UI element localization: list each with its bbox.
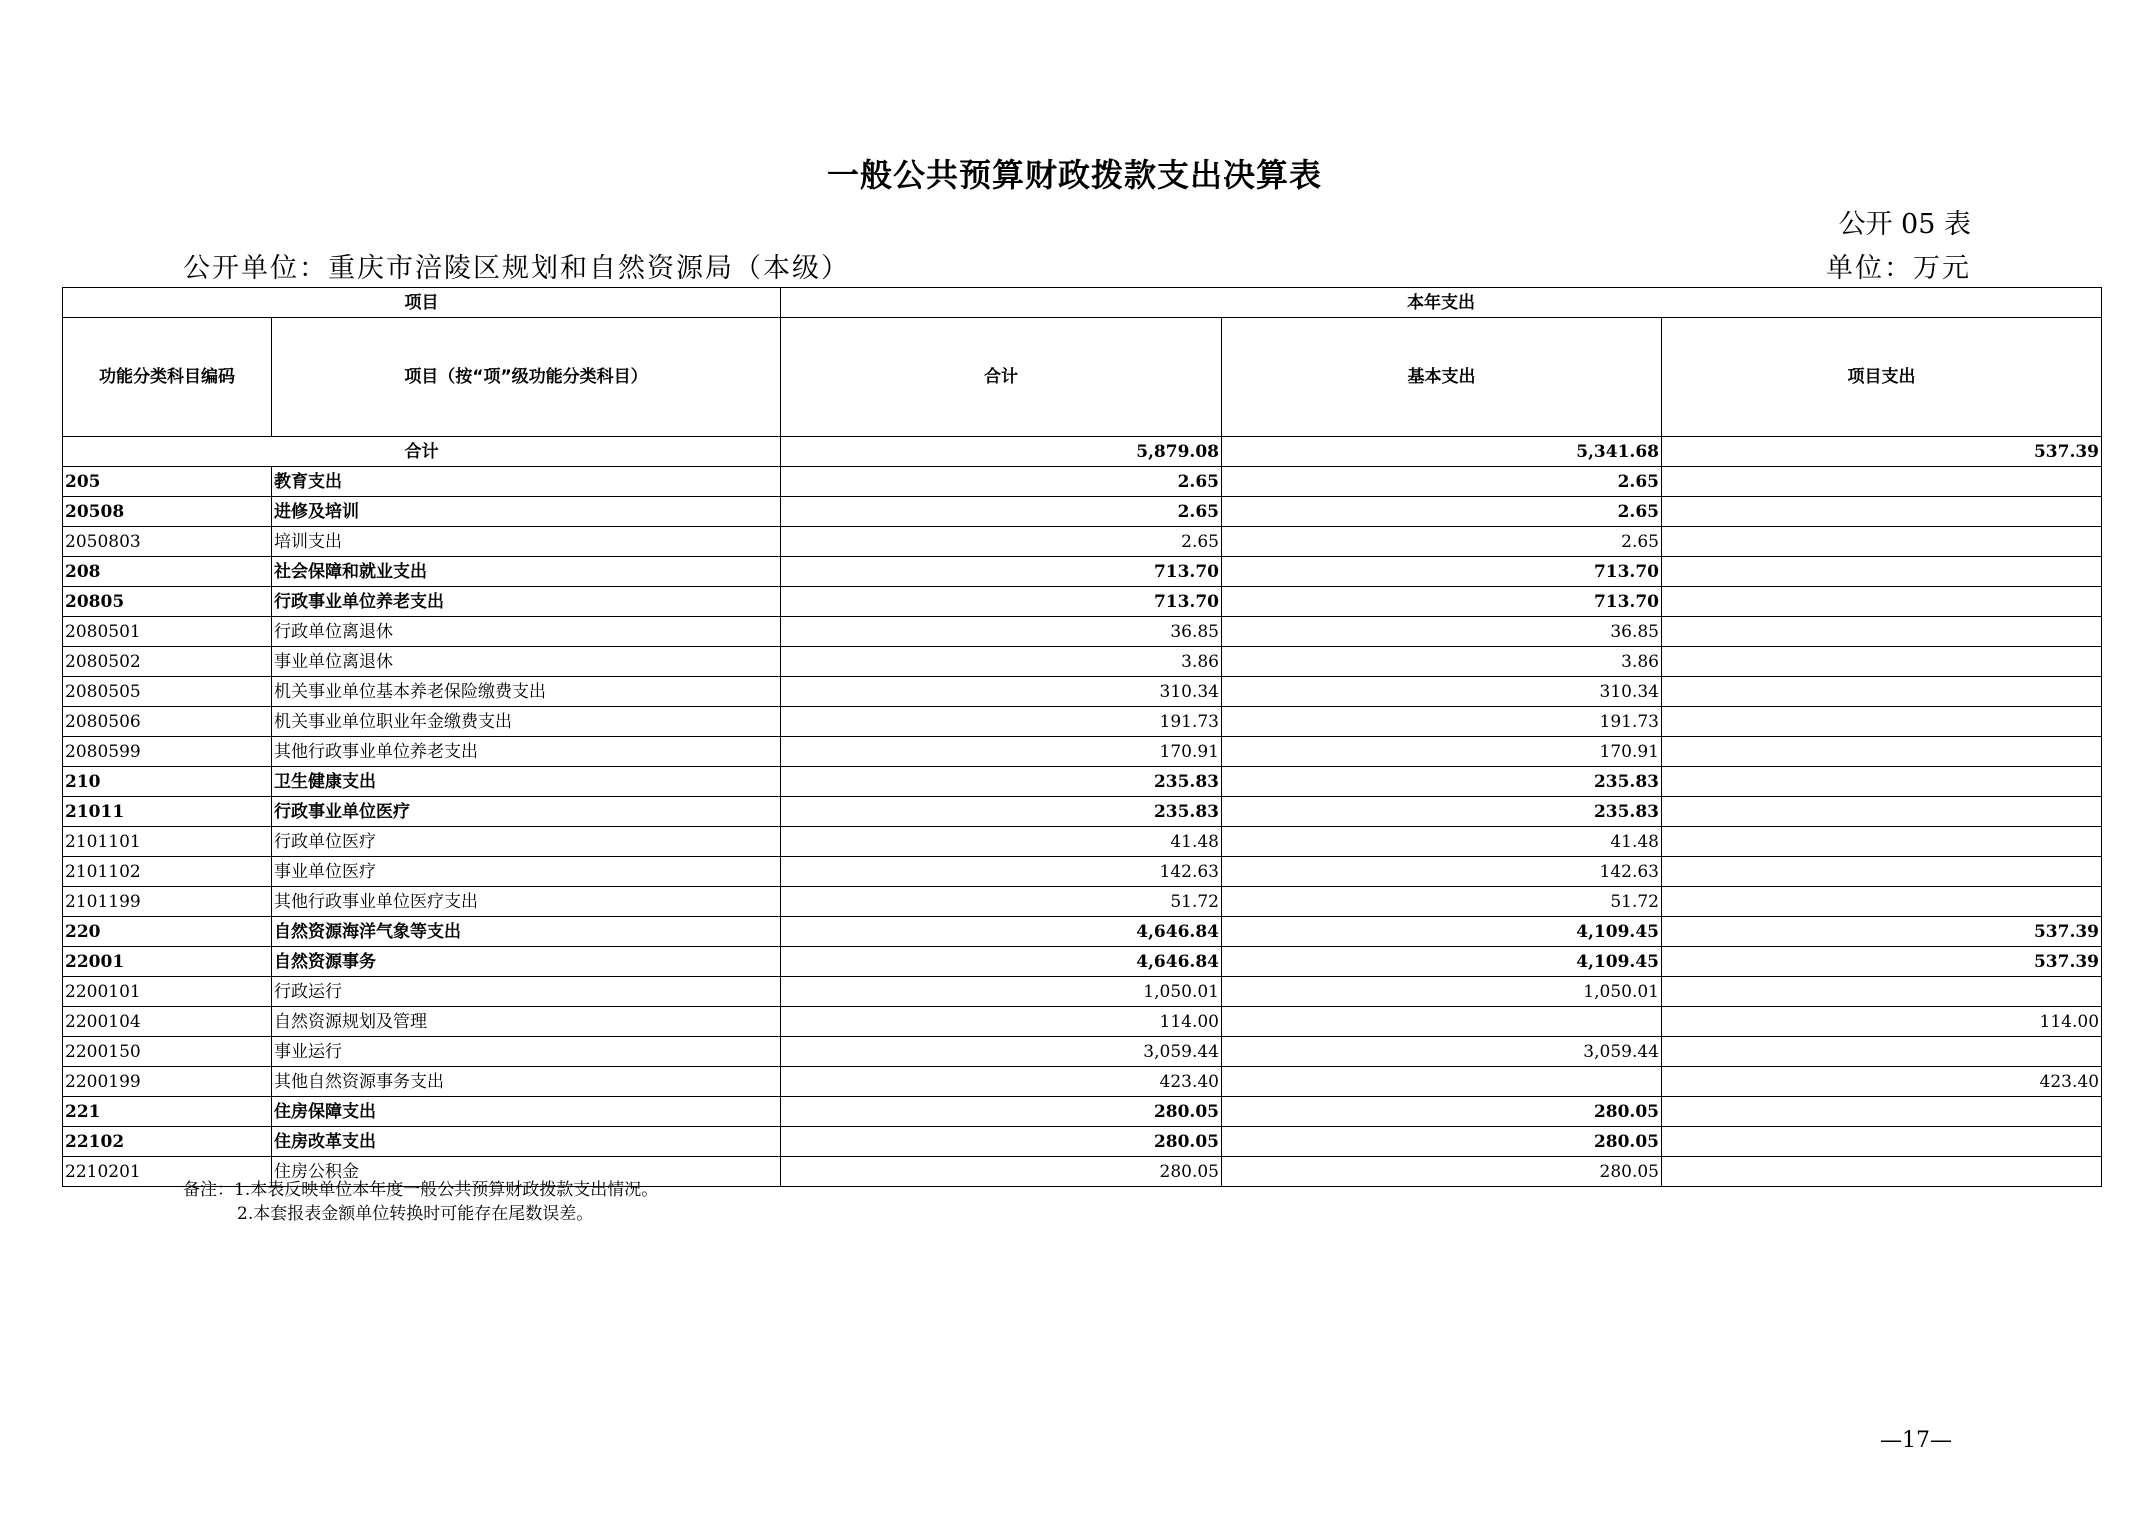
table-row [63, 737, 2102, 767]
total-row [63, 437, 2102, 467]
cell-project [1662, 887, 2102, 917]
cell-name: 住房保障支出 [272, 1097, 781, 1127]
cell-code: 22102 [63, 1127, 272, 1157]
cell-total: 170.91 [781, 737, 1222, 767]
cell-total: 2.65 [781, 467, 1222, 497]
cell-code: 220 [63, 917, 272, 947]
cell-name: 卫生健康支出 [272, 767, 781, 797]
cell-project: 537.39 [1662, 947, 2102, 977]
cell-total: 713.70 [781, 587, 1222, 617]
table-row [63, 977, 2102, 1007]
cell-project: 423.40 [1662, 1067, 2102, 1097]
cell-code: 2080505 [63, 677, 272, 707]
cell-basic: 4,109.45 [1222, 917, 1662, 947]
cell-total: 3.86 [781, 647, 1222, 677]
cell-code: 221 [63, 1097, 272, 1127]
cell-project [1662, 827, 2102, 857]
cell-project [1662, 977, 2102, 1007]
cell-project [1662, 1157, 2102, 1187]
cell-project [1662, 647, 2102, 677]
cell-code: 2200101 [63, 977, 272, 1007]
header-current-year: 本年支出 [781, 288, 2102, 318]
cell-total: 280.05 [781, 1157, 1222, 1187]
cell-basic: 51.72 [1222, 887, 1662, 917]
cell-basic: 170.91 [1222, 737, 1662, 767]
cell-total: 423.40 [781, 1067, 1222, 1097]
cell-basic [1222, 1007, 1662, 1037]
cell-code: 2101199 [63, 887, 272, 917]
cell-basic: 41.48 [1222, 827, 1662, 857]
cell-name: 机关事业单位基本养老保险缴费支出 [272, 677, 781, 707]
table-row [63, 857, 2102, 887]
table-row [63, 557, 2102, 587]
cell-code: 20805 [63, 587, 272, 617]
cell-total: 280.05 [781, 1127, 1222, 1157]
cell-project [1662, 737, 2102, 767]
cell-basic: 142.63 [1222, 857, 1662, 887]
cell-total: 4,646.84 [781, 917, 1222, 947]
cell-total: 310.34 [781, 677, 1222, 707]
note-1: 备注：1.本表反映单位本年度一般公共预算财政拨款支出情况。 [183, 1180, 659, 1200]
cell-code: 2200199 [63, 1067, 272, 1097]
form-number: 公开 05 表 [1838, 209, 1971, 240]
cell-basic: 280.05 [1222, 1097, 1662, 1127]
cell-basic: 4,109.45 [1222, 947, 1662, 977]
cell-name: 事业单位医疗 [272, 857, 781, 887]
cell-total: 1,050.01 [781, 977, 1222, 1007]
header-code: 功能分类科目编码 [63, 318, 272, 437]
total-label: 合计 [63, 437, 781, 467]
cell-code: 2210201 [63, 1157, 272, 1187]
page-title: 一般公共预算财政拨款支出决算表 [826, 156, 1322, 194]
currency-unit: 单位：万元 [1826, 253, 1971, 284]
cell-name: 自然资源事务 [272, 947, 781, 977]
cell-basic: 280.05 [1222, 1127, 1662, 1157]
cell-project [1662, 1097, 2102, 1127]
cell-name: 行政单位离退休 [272, 617, 781, 647]
cell-code: 22001 [63, 947, 272, 977]
cell-project [1662, 467, 2102, 497]
table-row [63, 497, 2102, 527]
expenditure-table [62, 287, 2102, 1187]
note-2: 2.本套报表金额单位转换时可能存在尾数误差。 [237, 1204, 594, 1224]
cell-basic: 280.05 [1222, 1157, 1662, 1187]
cell-code: 2080599 [63, 737, 272, 767]
table-row [63, 797, 2102, 827]
cell-code: 205 [63, 467, 272, 497]
table-row [63, 1097, 2102, 1127]
cell-name: 自然资源规划及管理 [272, 1007, 781, 1037]
cell-total: 2.65 [781, 527, 1222, 557]
cell-name: 教育支出 [272, 467, 781, 497]
cell-basic: 2.65 [1222, 497, 1662, 527]
cell-name: 培训支出 [272, 527, 781, 557]
table-row [63, 1007, 2102, 1037]
cell-project [1662, 707, 2102, 737]
cell-name: 自然资源海洋气象等支出 [272, 917, 781, 947]
table-row [63, 1067, 2102, 1097]
reporting-unit: 公开单位：重庆市涪陵区规划和自然资源局（本级） [183, 253, 850, 284]
cell-project [1662, 677, 2102, 707]
cell-name: 其他行政事业单位医疗支出 [272, 887, 781, 917]
table-row [63, 467, 2102, 497]
table-row [63, 647, 2102, 677]
cell-code: 2050803 [63, 527, 272, 557]
total-total: 5,879.08 [781, 437, 1222, 467]
cell-name: 住房改革支出 [272, 1127, 781, 1157]
cell-code: 2101102 [63, 857, 272, 887]
cell-name: 其他自然资源事务支出 [272, 1067, 781, 1097]
page-number: —17— [1880, 1428, 1952, 1453]
table-row [63, 707, 2102, 737]
cell-name: 行政运行 [272, 977, 781, 1007]
cell-project [1662, 617, 2102, 647]
cell-total: 51.72 [781, 887, 1222, 917]
cell-total: 713.70 [781, 557, 1222, 587]
table-row [63, 617, 2102, 647]
table-row [63, 917, 2102, 947]
cell-name: 事业单位离退休 [272, 647, 781, 677]
cell-project [1662, 527, 2102, 557]
cell-total: 142.63 [781, 857, 1222, 887]
cell-total: 3,059.44 [781, 1037, 1222, 1067]
table-row [63, 767, 2102, 797]
cell-total: 235.83 [781, 797, 1222, 827]
cell-project [1662, 1127, 2102, 1157]
cell-basic: 713.70 [1222, 557, 1662, 587]
cell-basic: 310.34 [1222, 677, 1662, 707]
cell-project [1662, 857, 2102, 887]
cell-total: 114.00 [781, 1007, 1222, 1037]
cell-total: 280.05 [781, 1097, 1222, 1127]
cell-name: 事业运行 [272, 1037, 781, 1067]
cell-code: 2080502 [63, 647, 272, 677]
table-row [63, 947, 2102, 977]
cell-project [1662, 797, 2102, 827]
cell-project [1662, 497, 2102, 527]
cell-total: 41.48 [781, 827, 1222, 857]
cell-name: 社会保障和就业支出 [272, 557, 781, 587]
cell-name: 其他行政事业单位养老支出 [272, 737, 781, 767]
cell-total: 36.85 [781, 617, 1222, 647]
cell-code: 2080501 [63, 617, 272, 647]
cell-code: 20508 [63, 497, 272, 527]
cell-name: 行政事业单位医疗 [272, 797, 781, 827]
header-item: 项目（按“项”级功能分类科目） [272, 318, 781, 437]
cell-basic: 1,050.01 [1222, 977, 1662, 1007]
header-project-exp: 项目支出 [1662, 318, 2102, 437]
cell-basic: 2.65 [1222, 527, 1662, 557]
cell-name: 行政事业单位养老支出 [272, 587, 781, 617]
cell-project [1662, 557, 2102, 587]
table-row [63, 887, 2102, 917]
cell-name: 进修及培训 [272, 497, 781, 527]
cell-code: 2080506 [63, 707, 272, 737]
cell-total: 235.83 [781, 767, 1222, 797]
header-basic: 基本支出 [1222, 318, 1662, 437]
cell-project: 114.00 [1662, 1007, 2102, 1037]
cell-basic: 36.85 [1222, 617, 1662, 647]
cell-total: 4,646.84 [781, 947, 1222, 977]
cell-total: 2.65 [781, 497, 1222, 527]
table-row [63, 1127, 2102, 1157]
cell-project [1662, 767, 2102, 797]
table-row [63, 677, 2102, 707]
cell-basic: 713.70 [1222, 587, 1662, 617]
cell-code: 210 [63, 767, 272, 797]
cell-project [1662, 587, 2102, 617]
cell-code: 2101101 [63, 827, 272, 857]
cell-name: 机关事业单位职业年金缴费支出 [272, 707, 781, 737]
cell-basic: 2.65 [1222, 467, 1662, 497]
total-basic: 5,341.68 [1222, 437, 1662, 467]
cell-basic: 235.83 [1222, 767, 1662, 797]
cell-project: 537.39 [1662, 917, 2102, 947]
table-row [63, 587, 2102, 617]
cell-name: 住房公积金 [272, 1157, 781, 1187]
header-total: 合计 [781, 318, 1222, 437]
cell-code: 21011 [63, 797, 272, 827]
total-project: 537.39 [1662, 437, 2102, 467]
cell-project [1662, 1037, 2102, 1067]
header-project: 项目 [63, 288, 781, 318]
notes [183, 1178, 658, 1226]
cell-code: 2200150 [63, 1037, 272, 1067]
cell-basic: 191.73 [1222, 707, 1662, 737]
table-row [63, 527, 2102, 557]
table-row [63, 1037, 2102, 1067]
cell-basic [1222, 1067, 1662, 1097]
cell-basic: 3.86 [1222, 647, 1662, 677]
table-row [63, 827, 2102, 857]
cell-code: 2200104 [63, 1007, 272, 1037]
cell-basic: 3,059.44 [1222, 1037, 1662, 1067]
cell-code: 208 [63, 557, 272, 587]
cell-basic: 235.83 [1222, 797, 1662, 827]
cell-name: 行政单位医疗 [272, 827, 781, 857]
cell-total: 191.73 [781, 707, 1222, 737]
